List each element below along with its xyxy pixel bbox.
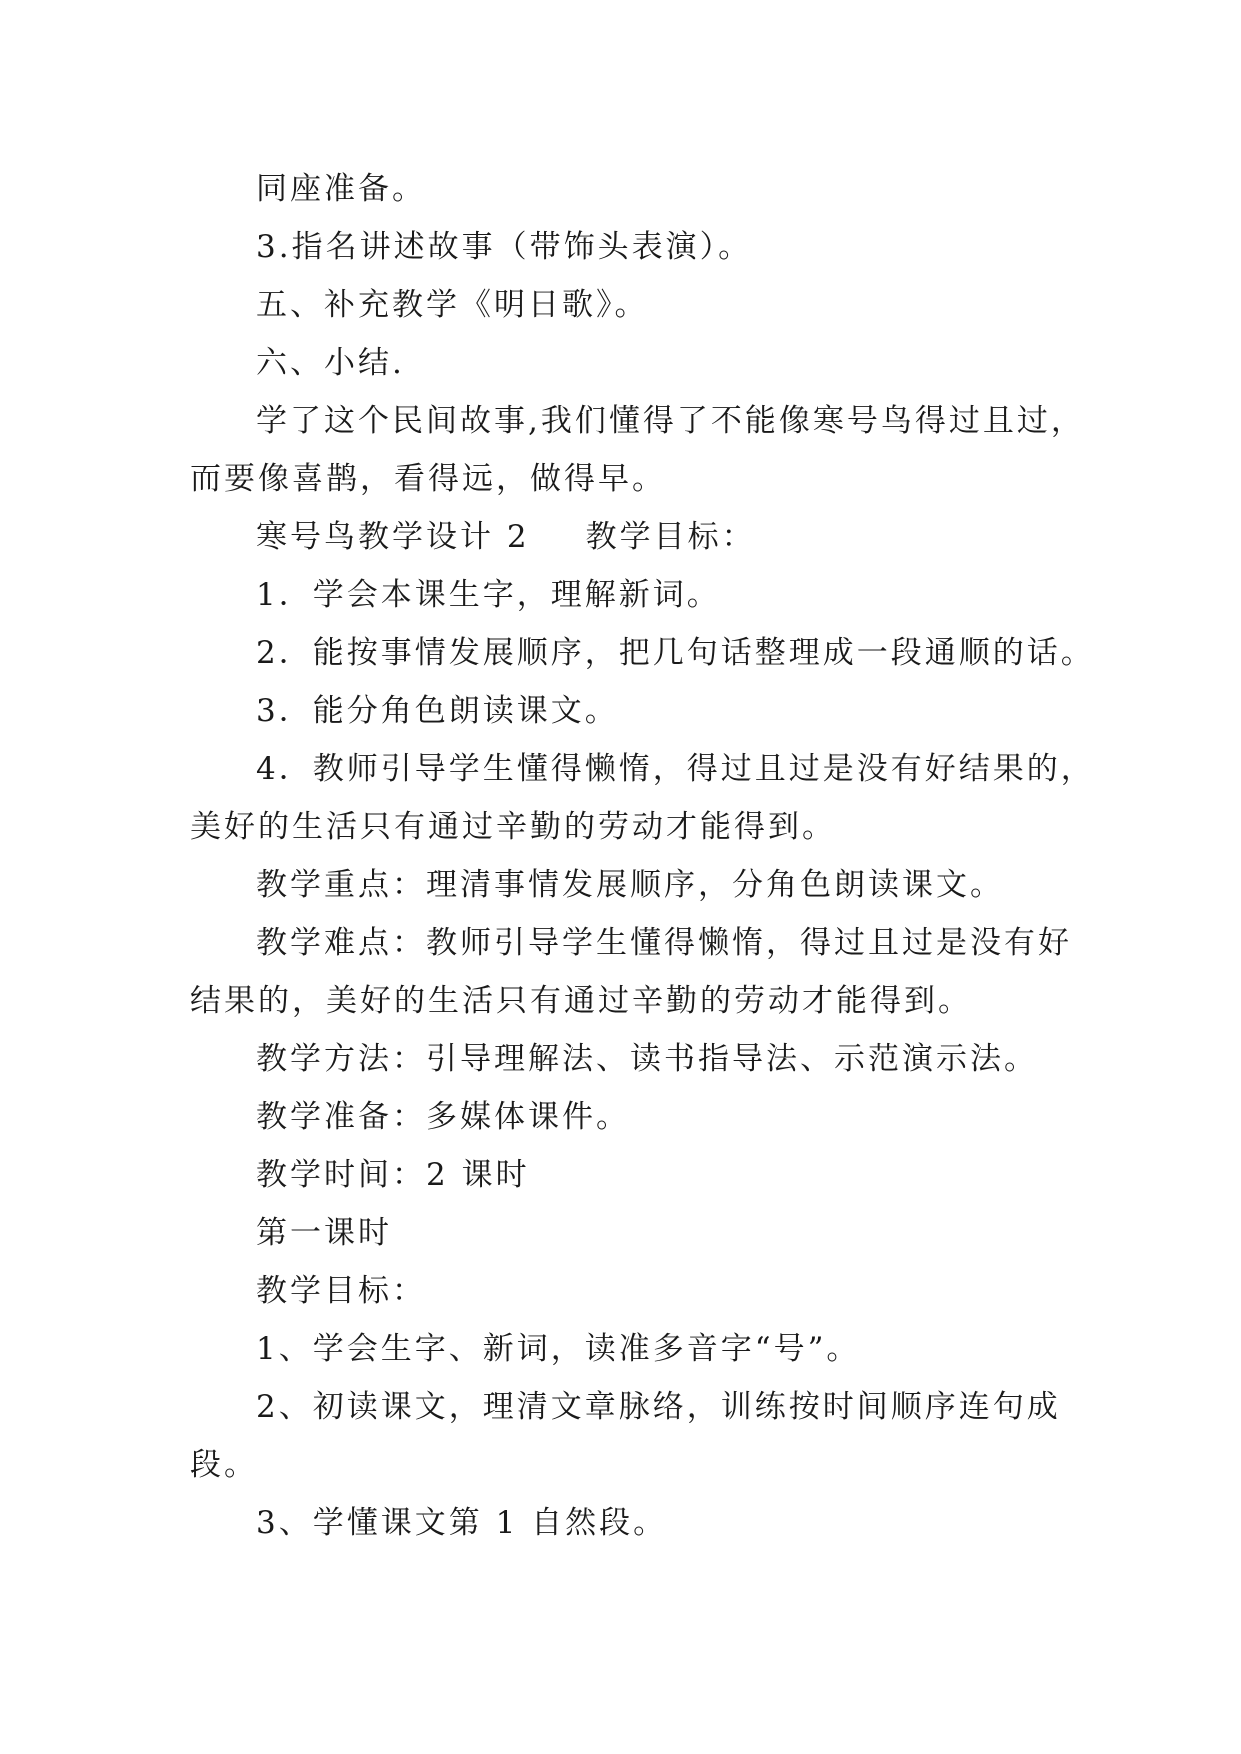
section-heading: 五、补充教学《明日歌》。 xyxy=(256,287,649,323)
list-item-continued: 美好的生活只有通过辛勤的劳动才能得到。 xyxy=(190,809,836,845)
document-body xyxy=(190,160,1095,1552)
paragraph-line: 学了这个民间故事,我们懂得了不能像寒号鸟得过且过， xyxy=(256,403,1085,439)
design-title: 寒号鸟教学设计 2 xyxy=(256,519,530,555)
objectives-label: 教学目标： xyxy=(585,519,756,555)
list-item: 2、初读课文，理清文章脉络，训练按时间顺序连句成 xyxy=(256,1389,1061,1425)
paragraph-line: 结果的，美好的生活只有通过辛勤的劳动才能得到。 xyxy=(190,983,972,1019)
section-heading: 第一课时 xyxy=(256,1215,392,1251)
list-item-continued: 段。 xyxy=(190,1447,258,1483)
list-item: 1、学会生字、新词，读准多音字“号”。 xyxy=(256,1331,861,1367)
section-heading: 六、小结. xyxy=(256,345,405,381)
section-heading: 教学目标： xyxy=(256,1273,426,1309)
paragraph-line: 教学重点：理清事情发展顺序，分角色朗读课文。 xyxy=(256,867,1004,903)
paragraph-line: 同座准备。 xyxy=(256,171,426,207)
list-item: 1．学会本课生字，理解新词。 xyxy=(256,577,721,613)
paragraph-line: 教学时间：2 课时 xyxy=(256,1157,530,1193)
paragraph-line: 3.指名讲述故事（带饰头表演）。 xyxy=(256,229,753,265)
paragraph-line: 教学难点：教师引导学生懂得懒惰，得过且过是没有好 xyxy=(256,925,1072,961)
list-item: 4．教师引导学生懂得懒惰，得过且过是没有好结果的， xyxy=(256,751,1095,787)
paragraph-line: 教学准备：多媒体课件。 xyxy=(256,1099,630,1135)
list-item: 2．能按事情发展顺序，把几句话整理成一段通顺的话。 xyxy=(256,635,1095,671)
list-item: 3、学懂课文第 1 自然段。 xyxy=(256,1505,668,1541)
list-item: 3．能分角色朗读课文。 xyxy=(256,693,619,729)
design-title-line xyxy=(190,508,1070,566)
paragraph-line: 而要像喜鹊，看得远，做得早。 xyxy=(190,461,666,497)
paragraph-line: 教学方法：引导理解法、读书指导法、示范演示法。 xyxy=(256,1041,1038,1077)
